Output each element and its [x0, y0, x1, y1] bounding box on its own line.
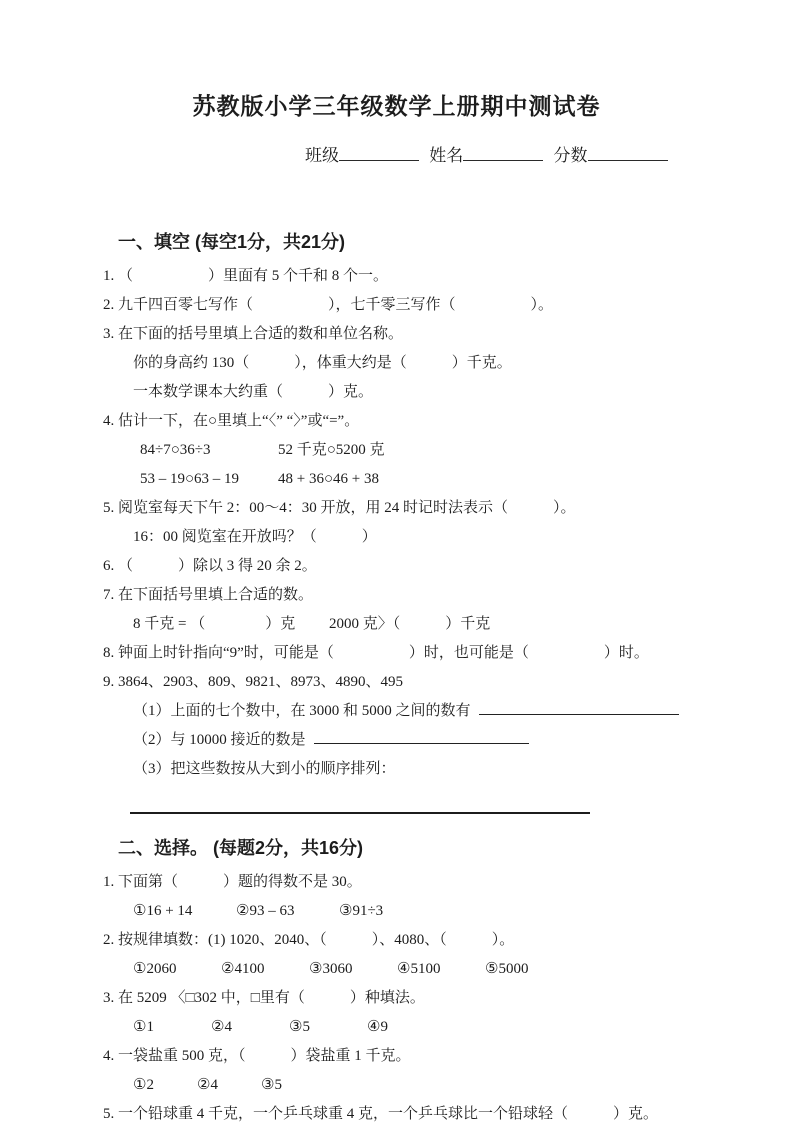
question-line [103, 552, 793, 581]
question-text: 2. 九千四百零七写作（ ），七千零三写作（ ）。 [103, 297, 554, 313]
score-blank[interactable] [588, 143, 668, 161]
question-line [103, 581, 793, 610]
question-text: 8 千克 = （ ）克 2000 克〉（ ）千克 [133, 616, 491, 632]
answer-blank[interactable] [479, 699, 679, 715]
question-line [103, 868, 793, 897]
question-text: 8. 钟面上时针指向“9”时，可能是（ ）时，也可能是（ ）时。 [103, 645, 649, 661]
choice-option: ②4 [197, 1077, 218, 1093]
question-line [103, 320, 793, 349]
section-2-heading: 二、选择。 (每题2分，共16分) [118, 838, 364, 858]
question-text: 一本数学课本大约重（ ）克。 [133, 384, 374, 400]
question-text: 1. （ ）里面有 5 个千和 8 个一。 [103, 268, 389, 284]
question-line [133, 897, 793, 926]
question-text: 你的身高约 130（ ），体重大约是（ ）千克。 [133, 355, 512, 371]
question-line [103, 291, 793, 320]
question-line [103, 494, 793, 523]
student-info-line [305, 141, 793, 166]
choice-option: ③91÷3 [339, 903, 384, 919]
question-line [103, 1100, 793, 1122]
choice-option: ①1 [133, 1019, 154, 1035]
question-line [103, 926, 793, 955]
expression: 48 + 36○46 + 38 [278, 471, 379, 487]
question-text: 6. （ ）除以 3 得 20 余 2。 [103, 558, 317, 574]
name-blank[interactable] [463, 143, 543, 161]
choice-option: ②4 [211, 1019, 232, 1035]
section-1-heading: 一、填空 (每空1分，共21分) [118, 232, 346, 252]
name-field [429, 146, 543, 165]
score-label: 分数 [553, 146, 588, 165]
question-line [103, 407, 793, 436]
score-field [554, 146, 668, 165]
choice-option: ③5 [289, 1019, 310, 1035]
question-line [133, 726, 793, 755]
choice-option: ①2 [133, 1077, 154, 1093]
question-text: 4. 估计一下，在○里填上“〈” “〉”或“=”。 [103, 413, 360, 429]
question-text: 5. 一个铅球重 4 千克，一个乒乓球重 4 克，一个乒乓球比一个铅球轻（ ）克。 [103, 1106, 659, 1122]
question-line [140, 465, 793, 494]
expression: 52 千克○5200 克 [278, 442, 385, 458]
question-text: 1. 下面第（ ）题的得数不是 30。 [103, 874, 362, 890]
question-text: 7. 在下面括号里填上合适的数。 [103, 587, 314, 603]
question-text: （1）上面的七个数中，在 3000 和 5000 之间的数有 [133, 703, 471, 719]
class-blank[interactable] [339, 143, 419, 161]
question-text: 5. 阅览室每天下午 2：00～4：30 开放，用 24 时记时法表示（ ）。 [103, 500, 576, 516]
choice-option: ⑤5000 [485, 961, 529, 977]
question-line [133, 378, 793, 407]
question-line [133, 610, 793, 639]
question-text: 9. 3864、2903、809、9821、8973、4890、495 [103, 674, 404, 690]
question-text: 16：00 阅览室在开放吗？（ ） [133, 529, 377, 545]
question-line [140, 436, 793, 465]
question-line [133, 1013, 793, 1042]
expression: 84÷7○36÷3 [140, 442, 211, 458]
question-line [103, 668, 793, 697]
choice-option: ②93 – 63 [236, 903, 295, 919]
question-text: 4. 一袋盐重 500 克，（ ）袋盐重 1 千克。 [103, 1048, 411, 1064]
question-line [133, 697, 793, 726]
choice-option: ①2060 [133, 961, 177, 977]
question-text: 3. 在 5209 〈□302 中，□里有（ ）种填法。 [103, 990, 425, 1006]
page-title: 苏教版小学三年级数学上册期中测试卷 [192, 93, 601, 119]
class-field [305, 146, 419, 165]
questions-area [0, 166, 793, 1122]
question-line [133, 1071, 793, 1100]
name-label: 姓名 [429, 146, 464, 165]
choice-option: ③5 [261, 1077, 282, 1093]
choice-option: ④9 [367, 1019, 388, 1035]
answer-blank[interactable] [314, 728, 529, 744]
answer-rule[interactable] [130, 792, 590, 814]
question-line [103, 984, 793, 1013]
choice-option: ①16 + 14 [133, 903, 193, 919]
choice-option: ③3060 [309, 961, 353, 977]
class-label: 班级 [305, 146, 339, 165]
question-text: （3）把这些数按从大到小的顺序排列： [133, 761, 396, 777]
question-line [103, 262, 793, 291]
question-line [133, 955, 793, 984]
choice-option: ④5100 [397, 961, 441, 977]
expression: 53 – 19○63 – 19 [140, 471, 240, 487]
question-line [103, 639, 793, 668]
question-line [133, 755, 793, 784]
question-text: 3. 在下面的括号里填上合适的数和单位名称。 [103, 326, 404, 342]
question-text: （2）与 10000 接近的数是 [133, 732, 306, 748]
question-text: 2. 按规律填数：(1) 1020、2040、（ ）、4080、（ ）。 [103, 932, 515, 948]
question-line [103, 1042, 793, 1071]
question-line [133, 523, 793, 552]
choice-option: ②4100 [221, 961, 265, 977]
question-line [133, 349, 793, 378]
